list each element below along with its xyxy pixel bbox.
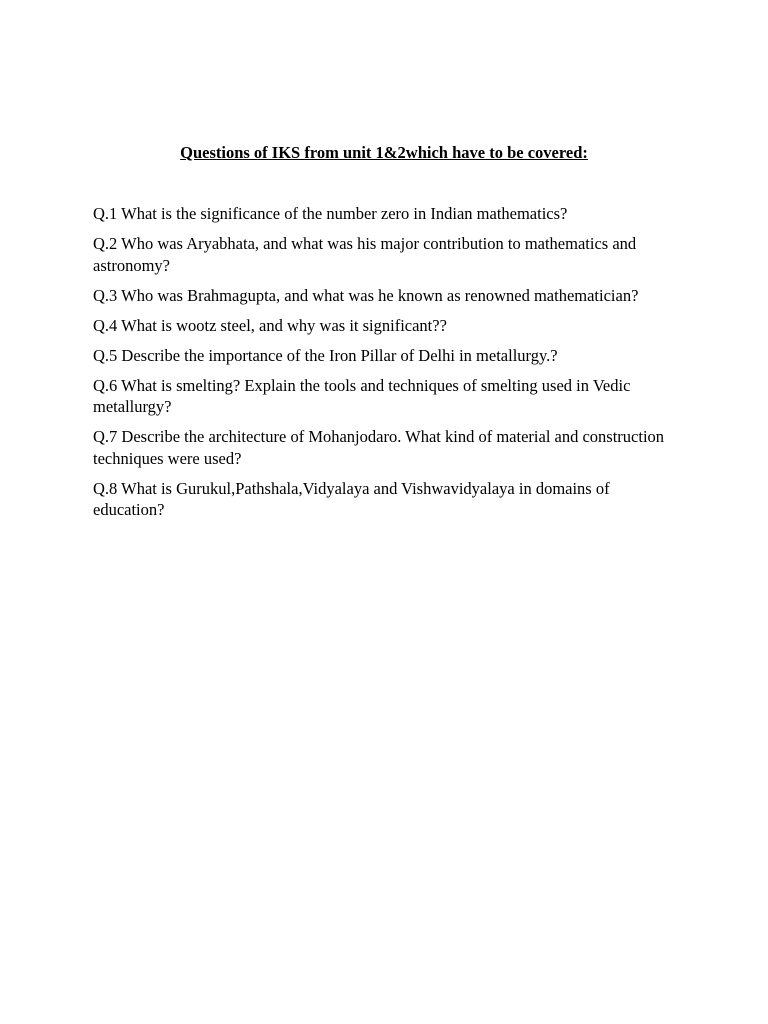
question-3: Q.3 Who was Brahmagupta, and what was he known as renowned mathematician? (93, 285, 639, 305)
question-7: Q.7 Describe the architecture of Mohanjodaro. What kind of material and construction techniques were used? (93, 427, 665, 468)
question-2: Q.2 Who was Aryabhata, and what was his major contribution to mathematics and astronomy? (93, 234, 637, 275)
question-5: Q.5 Describe the importance of the Iron Pillar of Delhi in metallurgy.? (93, 345, 558, 365)
document-title: Questions of IKS from unit 1&2which have to be covered: (180, 143, 588, 162)
question-4: Q.4 What is wootz steel, and why was it significant?? (93, 315, 447, 335)
question-6: Q.6 What is smelting? Explain the tools and techniques of smelting used in Vedic metallurgy? (93, 375, 631, 416)
question-1: Q.1 What is the significance of the number zero in Indian mathematics? (93, 204, 568, 223)
question-list (93, 203, 673, 529)
question-8: Q.8 What is Gurukul,Pathshala,Vidyalaya and Vishwavidyalaya in domains of education? (93, 478, 610, 519)
